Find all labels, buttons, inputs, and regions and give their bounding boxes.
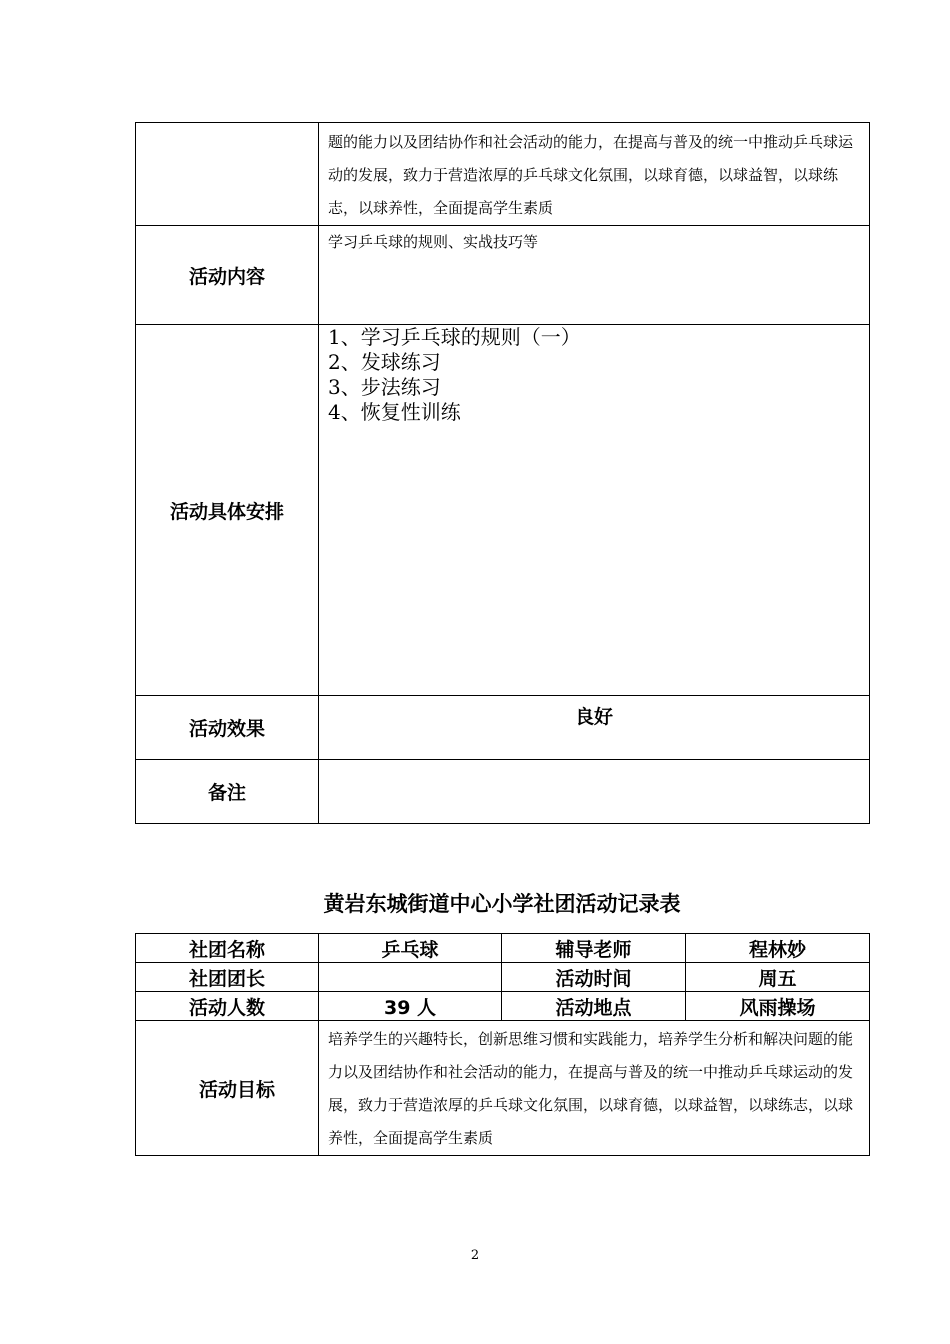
record-form-title: 黄岩东城街道中心小学社团活动记录表 xyxy=(323,892,681,916)
count-label: 活动人数 xyxy=(136,992,319,1021)
remarks-value xyxy=(319,760,870,824)
goal-label: 活动目标 xyxy=(136,1021,319,1156)
schedule-item: 1、学习乒乓球的规则（一） xyxy=(328,325,581,349)
goal-row xyxy=(136,1021,870,1156)
time-value: 周五 xyxy=(686,963,870,992)
advisor-value: 程林妙 xyxy=(686,934,870,963)
page-number: 2 xyxy=(470,1248,480,1263)
leader-label: 社团团长 xyxy=(136,963,319,992)
effect-value: 良好 xyxy=(319,696,870,760)
effect-label: 活动效果 xyxy=(136,696,319,760)
leader-value xyxy=(319,963,502,992)
club-name-value: 乒乓球 xyxy=(319,934,502,963)
club-name-label: 社团名称 xyxy=(136,934,319,963)
place-label: 活动地点 xyxy=(502,992,686,1021)
goal-value: 培养学生的兴趣特长，创新思维习惯和实践能力，培养学生分析和解决问题的能力以及团结协作和社会活动的能力，在提高与普及的统一中推动乒乓球运动的发展，致力于营造浓厚的乒乓球文化氛围，以球育德，以球益智，以球练志，以球养性，全面提高学生素质 xyxy=(319,1021,870,1156)
count-value: 39 人 xyxy=(319,992,502,1021)
remarks-row xyxy=(136,760,870,824)
activity-detail-table xyxy=(135,122,870,824)
place-value: 风雨操场 xyxy=(686,992,870,1021)
advisor-label: 辅导老师 xyxy=(502,934,686,963)
club-record-table xyxy=(135,933,870,1156)
remarks-label: 备注 xyxy=(136,760,319,824)
goal-continuation-row xyxy=(136,123,870,226)
goal-continuation-text: 题的能力以及团结协作和社会活动的能力，在提高与普及的统一中推动乒乓球运动的发展，致力于营造浓厚的乒乓球文化氛围，以球育德，以球益智，以球练志，以球养性，全面提高学生素质 xyxy=(319,123,870,226)
club-info-row xyxy=(136,963,870,992)
club-info-row xyxy=(136,934,870,963)
schedule-item: 4、恢复性训练 xyxy=(328,400,461,424)
club-info-row xyxy=(136,992,870,1021)
content-value: 学习乒乓球的规则、实战技巧等 xyxy=(319,226,870,325)
schedule-label: 活动具体安排 xyxy=(136,325,319,696)
schedule-item: 3、步法练习 xyxy=(328,375,441,399)
schedule-list xyxy=(319,325,870,696)
time-label: 活动时间 xyxy=(502,963,686,992)
content-label: 活动内容 xyxy=(136,226,319,325)
schedule-item: 2、发球练习 xyxy=(328,350,441,374)
effect-row xyxy=(136,696,870,760)
schedule-row xyxy=(136,325,870,696)
content-row xyxy=(136,226,870,325)
goal-continuation-label-cell xyxy=(136,123,319,226)
